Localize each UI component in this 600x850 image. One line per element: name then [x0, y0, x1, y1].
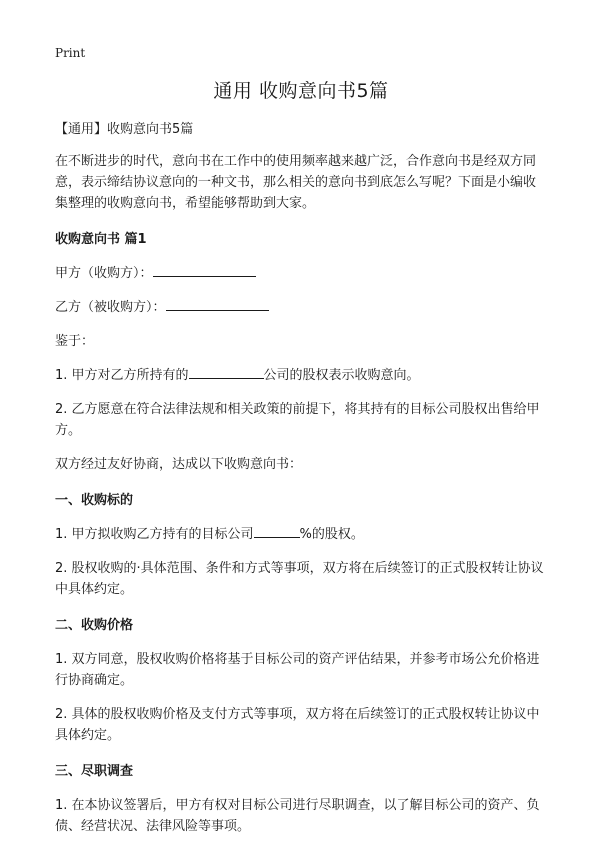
section-1-item-1: [55, 524, 547, 545]
section-heading: 收购意向书 篇1: [55, 232, 147, 247]
party-b-label: 乙方（被收购方）：: [55, 300, 166, 315]
section-3-item-1: 1. 在本协议签署后，甲方有权对目标公司进行尽职调查，以了解目标公司的资产、负债、经营状况、法律风险等事项。: [55, 798, 540, 834]
party-a-label: 甲方（收购方）：: [55, 266, 153, 281]
agreement-statement: 双方经过友好协商，达成以下收购意向书：: [55, 457, 303, 472]
print-link[interactable]: Print: [55, 46, 86, 60]
whereas-label: 鉴于：: [55, 334, 95, 349]
whereas-item-1-suffix: 公司的股权表示收购意向。: [263, 368, 420, 383]
percentage-blank: [254, 524, 300, 538]
whereas-item-1-prefix: 1. 甲方对乙方所持有的: [55, 368, 189, 383]
party-a-field: [55, 263, 547, 284]
party-b-field: [55, 297, 547, 318]
section-1-item-2: 2. 股权收购的·具体范围、条件和方式等事项，双方将在后续签订的正式股权转让协议中具体约定。: [55, 561, 544, 597]
section-2-title: 二、收购价格: [55, 618, 134, 633]
section-1-item-1-suffix: %的股权。: [299, 527, 364, 542]
page-title: 通用 收购意向书5篇: [213, 80, 389, 102]
section-2-item-1: 1. 双方同意，股权收购价格将基于目标公司的资产评估结果，并参考市场公允价格进行协商确定。: [55, 652, 540, 688]
party-b-blank: [166, 297, 269, 311]
section-3-title: 三、尽职调查: [55, 764, 134, 779]
document-subtitle: 【通用】收购意向书5篇: [55, 122, 194, 137]
section-2-item-2: 2. 具体的股权收购价格及支付方式等事项，双方将在后续签订的正式股权转让协议中具体约定。: [55, 707, 540, 743]
section-1-item-1-prefix: 1. 甲方拟收购乙方持有的目标公司: [55, 527, 254, 542]
whereas-item-1: [55, 365, 547, 386]
whereas-item-2: 2. 乙方愿意在符合法律法规和相关政策的前提下，将其持有的目标公司股权出售给甲方。: [55, 402, 540, 438]
document-body: [55, 76, 547, 850]
intro-paragraph: 在不断进步的时代，意向书在工作中的使用频率越来越广泛，合作意向书是经双方同意，表示缔结协议意向的一种文书，那么相关的意向书到底怎么写呢？下面是小编收集整理的收购意向书，希望能够帮助到大家。: [55, 154, 537, 211]
company-blank: [189, 365, 264, 379]
section-1-title: 一、收购标的: [55, 493, 134, 508]
party-a-blank: [153, 263, 256, 277]
